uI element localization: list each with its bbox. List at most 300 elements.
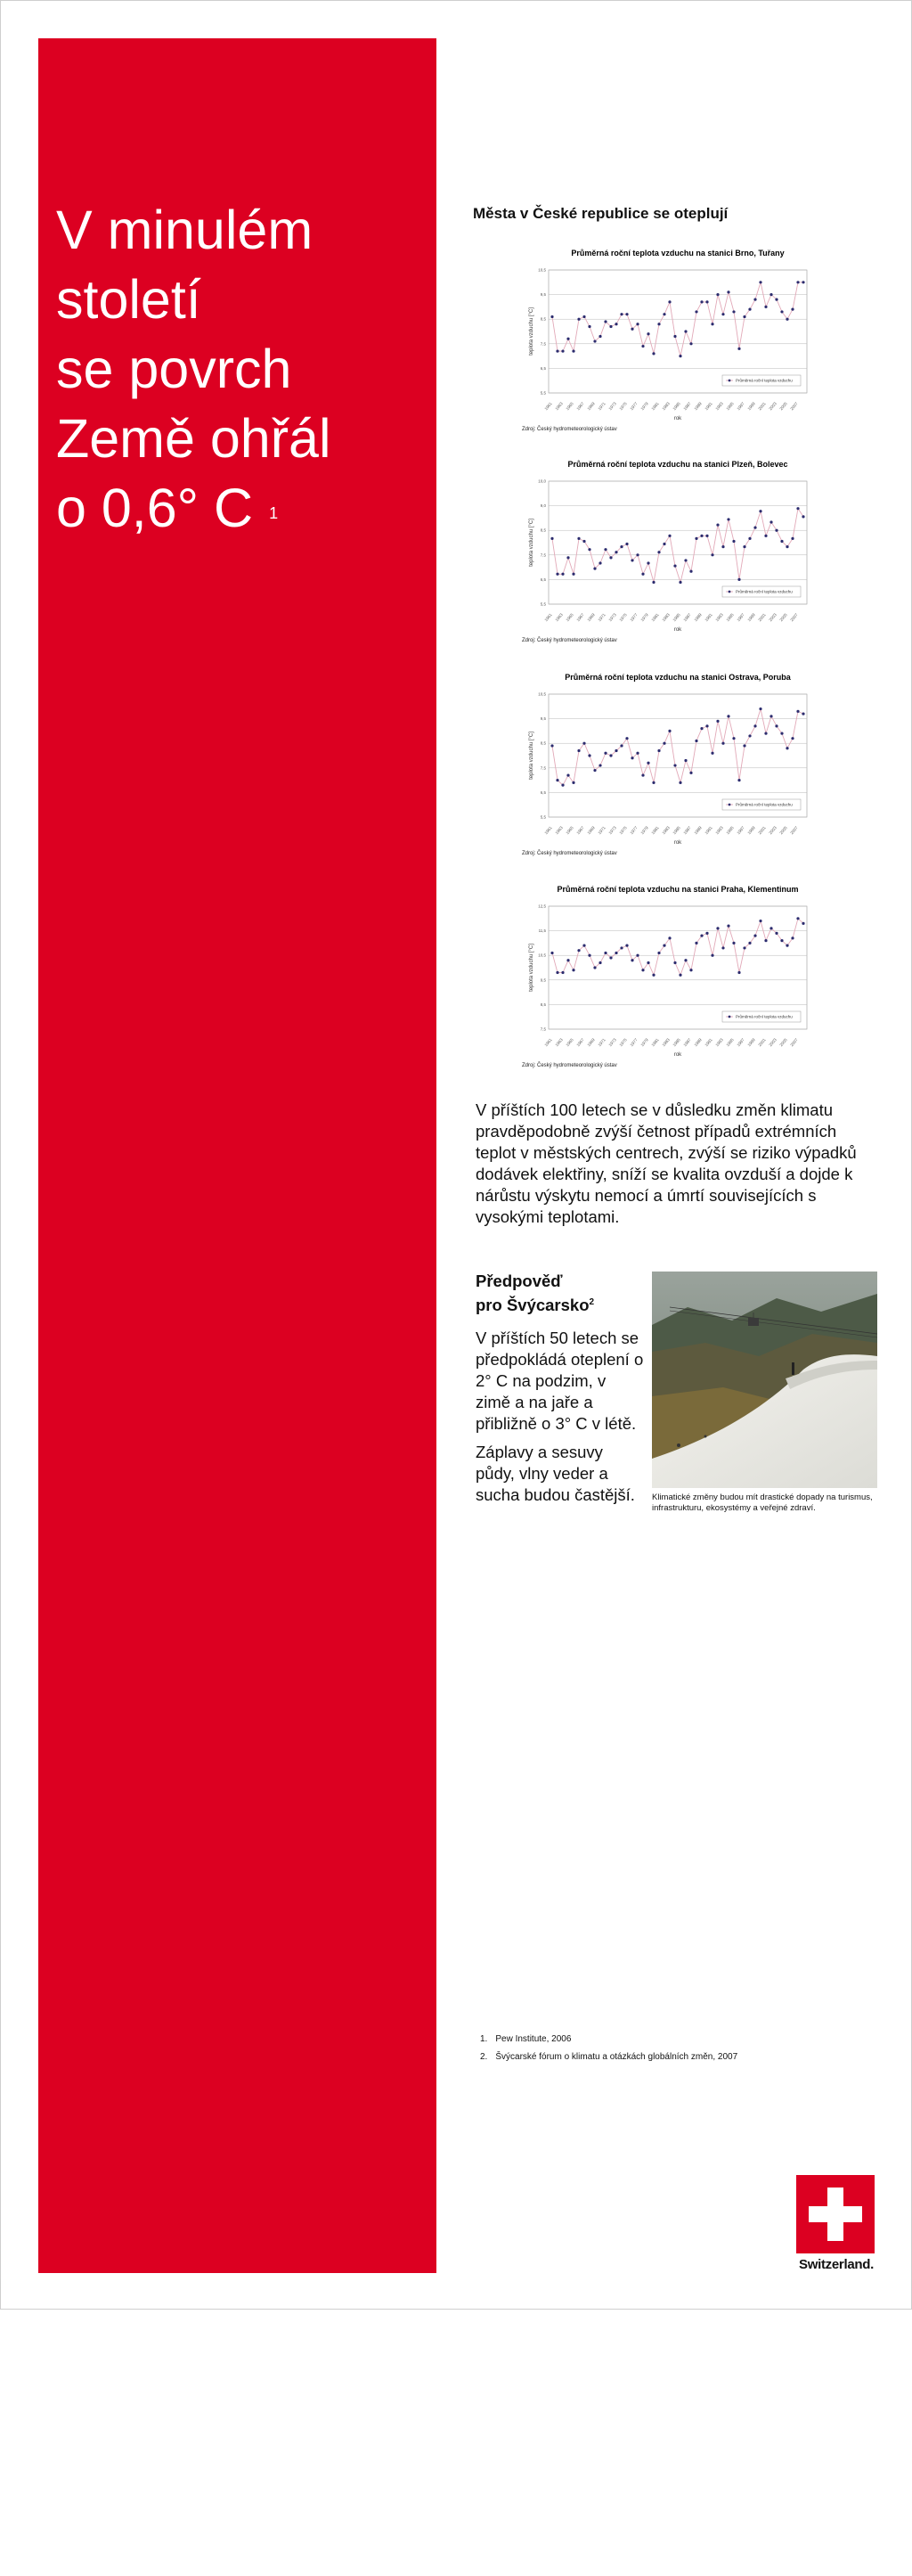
plot-area — [549, 270, 807, 393]
headline-line-4: Země ohřál — [56, 408, 331, 469]
data-point — [695, 310, 697, 313]
data-point — [663, 543, 665, 545]
x-tick-label: 1985 — [672, 825, 681, 836]
data-point — [572, 969, 574, 971]
data-point — [802, 922, 804, 925]
data-point — [673, 764, 676, 766]
x-tick-label: 2003 — [768, 825, 778, 836]
data-point — [663, 313, 665, 315]
data-point — [550, 952, 553, 954]
x-tick-label: 1975 — [618, 1037, 628, 1048]
headline — [56, 195, 412, 543]
data-point — [598, 561, 601, 564]
x-tick-label: 2007 — [789, 825, 799, 836]
chart-praha — [500, 879, 820, 1084]
data-point — [721, 946, 724, 949]
data-point — [577, 949, 580, 952]
data-point — [748, 537, 751, 540]
x-tick-label: 2007 — [789, 612, 799, 623]
data-point — [615, 952, 617, 954]
data-point — [588, 325, 590, 328]
x-tick-label: 1961 — [543, 825, 553, 836]
data-point — [641, 773, 644, 776]
headline-line-2: století — [56, 269, 201, 330]
x-tick-label: 1973 — [607, 401, 617, 412]
x-tick-label: 1961 — [543, 1037, 553, 1048]
data-point — [631, 756, 633, 759]
data-point — [796, 507, 799, 510]
chart-source: Zdroj: Český hydrometeorologický ústav — [522, 1063, 617, 1068]
x-tick-label: 1975 — [618, 612, 628, 623]
data-point — [604, 320, 607, 323]
data-point — [705, 535, 708, 537]
data-point — [748, 734, 751, 737]
x-tick-label: 1983 — [661, 612, 671, 623]
legend-label: Průměrná roční teplota vzduchu — [736, 1014, 793, 1019]
footnotes — [480, 2031, 737, 2066]
x-tick-label: 1963 — [554, 612, 564, 623]
legend-marker — [729, 804, 731, 806]
x-tick-label: 1995 — [725, 401, 735, 412]
x-tick-label: 1983 — [661, 825, 671, 836]
x-tick-label: 1997 — [736, 401, 745, 412]
data-point — [791, 537, 794, 540]
data-point — [598, 764, 601, 766]
x-axis-label: rok — [673, 416, 682, 421]
chart-svg — [500, 243, 820, 448]
chart-title: Průměrná roční teplota vzduchu na stanici Ostrava, Poruba — [565, 673, 791, 682]
data-point — [764, 535, 767, 537]
data-point — [700, 935, 703, 937]
legend-marker — [729, 1016, 731, 1018]
data-point — [620, 313, 623, 315]
data-point — [716, 523, 719, 526]
x-tick-label: 1961 — [543, 612, 553, 623]
data-point — [743, 545, 745, 548]
data-point — [556, 573, 558, 576]
data-point — [668, 535, 671, 537]
x-tick-label: 1971 — [597, 825, 607, 836]
headline-line-5-text: o 0,6° C — [56, 478, 254, 538]
data-point — [705, 724, 708, 727]
data-point — [753, 298, 756, 301]
chart-brno — [500, 243, 820, 448]
data-point — [748, 308, 751, 311]
data-point — [753, 527, 756, 529]
switzerland-logo — [796, 2175, 876, 2272]
data-point — [705, 932, 708, 935]
y-axis-label: teplota vzduchu [°C] — [529, 307, 534, 356]
chart-ostrava — [500, 667, 820, 872]
data-point — [668, 300, 671, 303]
data-point — [673, 564, 676, 567]
x-tick-label: 1991 — [704, 612, 713, 623]
data-point — [652, 974, 655, 977]
data-point — [684, 759, 687, 762]
data-point — [598, 961, 601, 964]
data-point — [796, 917, 799, 920]
x-tick-label: 1967 — [575, 401, 585, 412]
x-tick-label: 1995 — [725, 612, 735, 623]
data-point — [732, 310, 735, 313]
x-tick-label: 2003 — [768, 612, 778, 623]
data-point — [625, 945, 628, 947]
data-point — [727, 715, 729, 717]
headline-line-3: se povrch — [56, 339, 292, 399]
x-tick-label: 1973 — [607, 612, 617, 623]
data-point — [737, 779, 740, 781]
y-tick-label: 10,0 — [538, 478, 546, 484]
data-point — [700, 300, 703, 303]
data-point — [759, 281, 761, 283]
chart-plzen — [500, 454, 820, 659]
data-point — [705, 300, 708, 303]
x-tick-label: 1993 — [714, 1037, 724, 1048]
data-point — [780, 732, 783, 735]
x-tick-label: 2001 — [757, 612, 767, 623]
y-tick-label: 9,5 — [540, 716, 546, 722]
data-point — [737, 971, 740, 974]
data-point — [711, 323, 713, 325]
y-tick-label: 5,5 — [540, 390, 546, 396]
x-tick-label: 1999 — [746, 401, 756, 412]
data-point — [593, 339, 596, 342]
data-point — [620, 744, 623, 747]
x-tick-label: 1965 — [565, 612, 574, 623]
data-point — [732, 540, 735, 543]
x-tick-label: 1989 — [693, 401, 703, 412]
x-tick-label: 1975 — [618, 401, 628, 412]
data-point — [770, 520, 772, 523]
x-axis-label: rok — [673, 1052, 682, 1058]
x-tick-label: 1979 — [639, 1037, 649, 1048]
data-point — [620, 545, 623, 548]
legend — [722, 1011, 801, 1022]
chart-source: Zdroj: Český hydrometeorologický ústav — [522, 851, 617, 856]
data-point — [566, 773, 569, 776]
y-tick-label: 10,5 — [538, 267, 546, 273]
data-point — [609, 556, 612, 559]
x-tick-label: 1987 — [682, 825, 692, 836]
data-point — [775, 298, 778, 301]
data-point — [711, 954, 713, 957]
x-tick-label: 1979 — [639, 401, 649, 412]
data-point — [609, 754, 612, 756]
data-point — [721, 313, 724, 315]
data-point — [716, 927, 719, 929]
y-tick-label: 9,5 — [540, 292, 546, 298]
ski-slope-photo — [652, 1272, 877, 1488]
data-point — [604, 548, 607, 551]
x-tick-label: 1977 — [629, 401, 639, 412]
data-point — [652, 352, 655, 355]
y-tick-label: 5,5 — [540, 601, 546, 607]
x-tick-label: 2007 — [789, 1037, 799, 1048]
data-point — [641, 969, 644, 971]
y-axis-label: teplota vzduchu [°C] — [529, 944, 534, 992]
x-tick-label: 1989 — [693, 825, 703, 836]
y-tick-label: 7,5 — [540, 1026, 546, 1032]
footnote-1-num: 1. — [480, 2034, 488, 2044]
x-tick-label: 1997 — [736, 612, 745, 623]
data-point — [759, 707, 761, 710]
data-point — [689, 969, 692, 971]
data-point — [604, 752, 607, 755]
data-point — [561, 349, 564, 352]
data-point — [764, 306, 767, 308]
headline-footnote-ref: 1 — [269, 504, 279, 522]
x-tick-label: 1979 — [639, 825, 649, 836]
data-point — [657, 749, 660, 752]
data-point — [577, 537, 580, 540]
data-point — [593, 769, 596, 772]
x-axis-label: rok — [673, 840, 682, 846]
headline-line-1: V minulém — [56, 200, 314, 260]
data-point — [561, 573, 564, 576]
data-point — [631, 559, 633, 561]
data-point — [647, 961, 649, 964]
y-tick-label: 6,5 — [540, 789, 546, 795]
data-point — [647, 332, 649, 335]
data-point — [775, 932, 778, 935]
swiss-cross-icon — [796, 2175, 875, 2253]
data-point — [615, 749, 617, 752]
data-point — [700, 727, 703, 730]
footnote-1 — [480, 2031, 737, 2049]
y-tick-label: 7,5 — [540, 341, 546, 347]
data-point — [791, 737, 794, 740]
x-tick-label: 1971 — [597, 1037, 607, 1048]
data-point — [689, 772, 692, 774]
x-tick-label: 1981 — [650, 612, 660, 623]
legend — [722, 586, 801, 597]
data-point — [572, 349, 574, 352]
x-tick-label: 1961 — [543, 401, 553, 412]
chart-source: Zdroj: Český hydrometeorologický ústav — [522, 427, 617, 432]
x-tick-label: 1993 — [714, 825, 724, 836]
data-point — [556, 349, 558, 352]
x-tick-label: 1981 — [650, 825, 660, 836]
data-point — [791, 308, 794, 311]
legend — [722, 375, 801, 386]
x-tick-label: 1963 — [554, 825, 564, 836]
data-point — [770, 715, 772, 717]
x-tick-label: 2005 — [778, 825, 788, 836]
x-tick-label: 1995 — [725, 825, 735, 836]
x-tick-label: 1973 — [607, 1037, 617, 1048]
data-point — [598, 335, 601, 338]
data-point — [695, 740, 697, 742]
x-tick-label: 1967 — [575, 1037, 585, 1048]
x-tick-label: 1985 — [672, 401, 681, 412]
y-tick-label: 11,5 — [538, 928, 546, 934]
data-point — [673, 961, 676, 964]
y-tick-label: 8,5 — [540, 740, 546, 746]
data-point — [566, 959, 569, 961]
data-point — [673, 335, 676, 338]
data-point — [775, 529, 778, 532]
x-tick-label: 2005 — [778, 1037, 788, 1048]
data-point — [636, 553, 639, 556]
plot-area — [549, 906, 807, 1029]
footnote-2-text: Švýcarské fórum o klimatu a otázkách globálních změn, 2007 — [495, 2052, 738, 2062]
data-point — [732, 942, 735, 945]
x-tick-label: 1999 — [746, 612, 756, 623]
data-point — [764, 939, 767, 942]
data-point — [550, 537, 553, 540]
x-tick-label: 2001 — [757, 401, 767, 412]
data-point — [711, 752, 713, 755]
data-point — [764, 732, 767, 735]
data-point — [753, 935, 756, 937]
data-point — [663, 742, 665, 745]
forecast-paragraph-1: V příštích 50 letech se předpokládá oteplení o 2° C na podzim, v zimě a na jaře a přibližně o 3° C v létě. — [476, 1329, 644, 1433]
x-tick-label: 1985 — [672, 612, 681, 623]
data-point — [561, 784, 564, 787]
x-tick-label: 1969 — [586, 612, 596, 623]
data-point — [684, 559, 687, 561]
y-tick-label: 12,5 — [538, 904, 546, 909]
x-tick-label: 1999 — [746, 1037, 756, 1048]
x-tick-label: 1977 — [629, 1037, 639, 1048]
data-point — [668, 936, 671, 939]
y-tick-label: 8,5 — [540, 316, 546, 322]
chart-title: Průměrná roční teplota vzduchu na stanici Praha, Klementinum — [557, 885, 799, 894]
data-point — [652, 581, 655, 584]
data-point — [700, 535, 703, 537]
x-tick-label: 1965 — [565, 825, 574, 836]
data-point — [786, 747, 788, 749]
chart-svg — [500, 879, 820, 1084]
x-tick-label: 1977 — [629, 612, 639, 623]
chart-title: Průměrná roční teplota vzduchu na stanici Brno, Tuřany — [571, 249, 785, 258]
x-tick-label: 1989 — [693, 1037, 703, 1048]
x-tick-label: 1981 — [650, 401, 660, 412]
x-tick-label: 1993 — [714, 401, 724, 412]
data-point — [636, 323, 639, 325]
data-point — [668, 730, 671, 732]
y-tick-label: 6,5 — [540, 365, 546, 371]
data-point — [743, 946, 745, 949]
x-tick-label: 1985 — [672, 1037, 681, 1048]
x-tick-label: 1993 — [714, 612, 724, 623]
y-axis-label: teplota vzduchu [°C] — [529, 519, 534, 567]
data-point — [679, 581, 681, 584]
x-tick-label: 1963 — [554, 1037, 564, 1048]
data-point — [636, 954, 639, 957]
data-point — [577, 749, 580, 752]
data-point — [770, 293, 772, 296]
logo-text: Switzerland. — [799, 2257, 874, 2272]
data-point — [609, 956, 612, 959]
data-point — [796, 281, 799, 283]
headline-line-5 — [56, 473, 412, 543]
data-point — [780, 310, 783, 313]
data-point — [732, 737, 735, 740]
data-point — [582, 315, 585, 318]
x-tick-label: 2003 — [768, 401, 778, 412]
x-tick-label: 1997 — [736, 1037, 745, 1048]
x-tick-label: 1983 — [661, 1037, 671, 1048]
data-point — [625, 543, 628, 545]
data-point — [647, 762, 649, 765]
data-point — [561, 971, 564, 974]
data-point — [721, 545, 724, 548]
legend-marker — [729, 591, 731, 593]
data-point — [566, 556, 569, 559]
chart-source: Zdroj: Český hydrometeorologický ústav — [522, 638, 617, 643]
data-point — [796, 710, 799, 713]
data-point — [802, 281, 804, 283]
data-point — [711, 553, 713, 556]
plot-area — [549, 481, 807, 604]
data-point — [550, 315, 553, 318]
data-point — [652, 781, 655, 784]
data-point — [786, 545, 788, 548]
data-point — [615, 551, 617, 553]
data-point — [609, 325, 612, 328]
x-tick-label: 2003 — [768, 1037, 778, 1048]
data-point — [593, 568, 596, 570]
x-tick-label: 2001 — [757, 1037, 767, 1048]
section-title: Města v České republice se oteplují — [473, 205, 729, 222]
data-point — [631, 328, 633, 331]
data-point — [727, 290, 729, 293]
data-point — [743, 744, 745, 747]
data-point — [689, 570, 692, 573]
x-tick-label: 1969 — [586, 1037, 596, 1048]
data-point — [780, 540, 783, 543]
data-point — [582, 742, 585, 745]
data-point — [657, 952, 660, 954]
data-point — [657, 323, 660, 325]
data-point — [786, 318, 788, 321]
x-tick-label: 1971 — [597, 612, 607, 623]
y-tick-label: 8,5 — [540, 527, 546, 533]
x-tick-label: 1987 — [682, 612, 692, 623]
data-point — [593, 966, 596, 969]
chart-title: Průměrná roční teplota vzduchu na stanici Plzeň, Bolevec — [567, 460, 788, 469]
data-point — [663, 945, 665, 947]
data-point — [566, 338, 569, 340]
data-point — [647, 561, 649, 564]
x-tick-label: 1967 — [575, 612, 585, 623]
data-point — [786, 945, 788, 947]
y-tick-label: 8,5 — [540, 1002, 546, 1007]
x-tick-label: 2007 — [789, 401, 799, 412]
x-tick-label: 1987 — [682, 1037, 692, 1048]
data-point — [615, 323, 617, 325]
legend — [722, 799, 801, 810]
x-tick-label: 2005 — [778, 612, 788, 623]
x-tick-label: 1977 — [629, 825, 639, 836]
data-point — [572, 573, 574, 576]
data-point — [737, 348, 740, 350]
y-tick-label: 10,5 — [538, 691, 546, 697]
x-axis-label: rok — [673, 627, 682, 633]
chart-svg — [500, 667, 820, 872]
intro-paragraph: V příštích 100 letech se v důsledku změn klimatu pravděpodobně zvýší četnost případů extrémních teplot v městských centrech, zvýší se riziko výpadků dodávek elektřiny, sníží se kvalita ovzduší a dojde k nárůstu výskytu nemocí a úmrtí souvisejících s vysokými teplotami. — [476, 1100, 857, 1226]
photo-caption: Klimatické změny budou mít drastické dopady na turismus, infrastrukturu, ekosystémy a veřejné zdraví. — [652, 1492, 873, 1513]
x-tick-label: 1991 — [704, 825, 713, 836]
data-point — [802, 515, 804, 518]
data-point — [721, 742, 724, 745]
data-point — [657, 551, 660, 553]
data-point — [641, 573, 644, 576]
x-tick-label: 1999 — [746, 825, 756, 836]
data-point — [679, 974, 681, 977]
footnote-2-num: 2. — [480, 2052, 488, 2062]
